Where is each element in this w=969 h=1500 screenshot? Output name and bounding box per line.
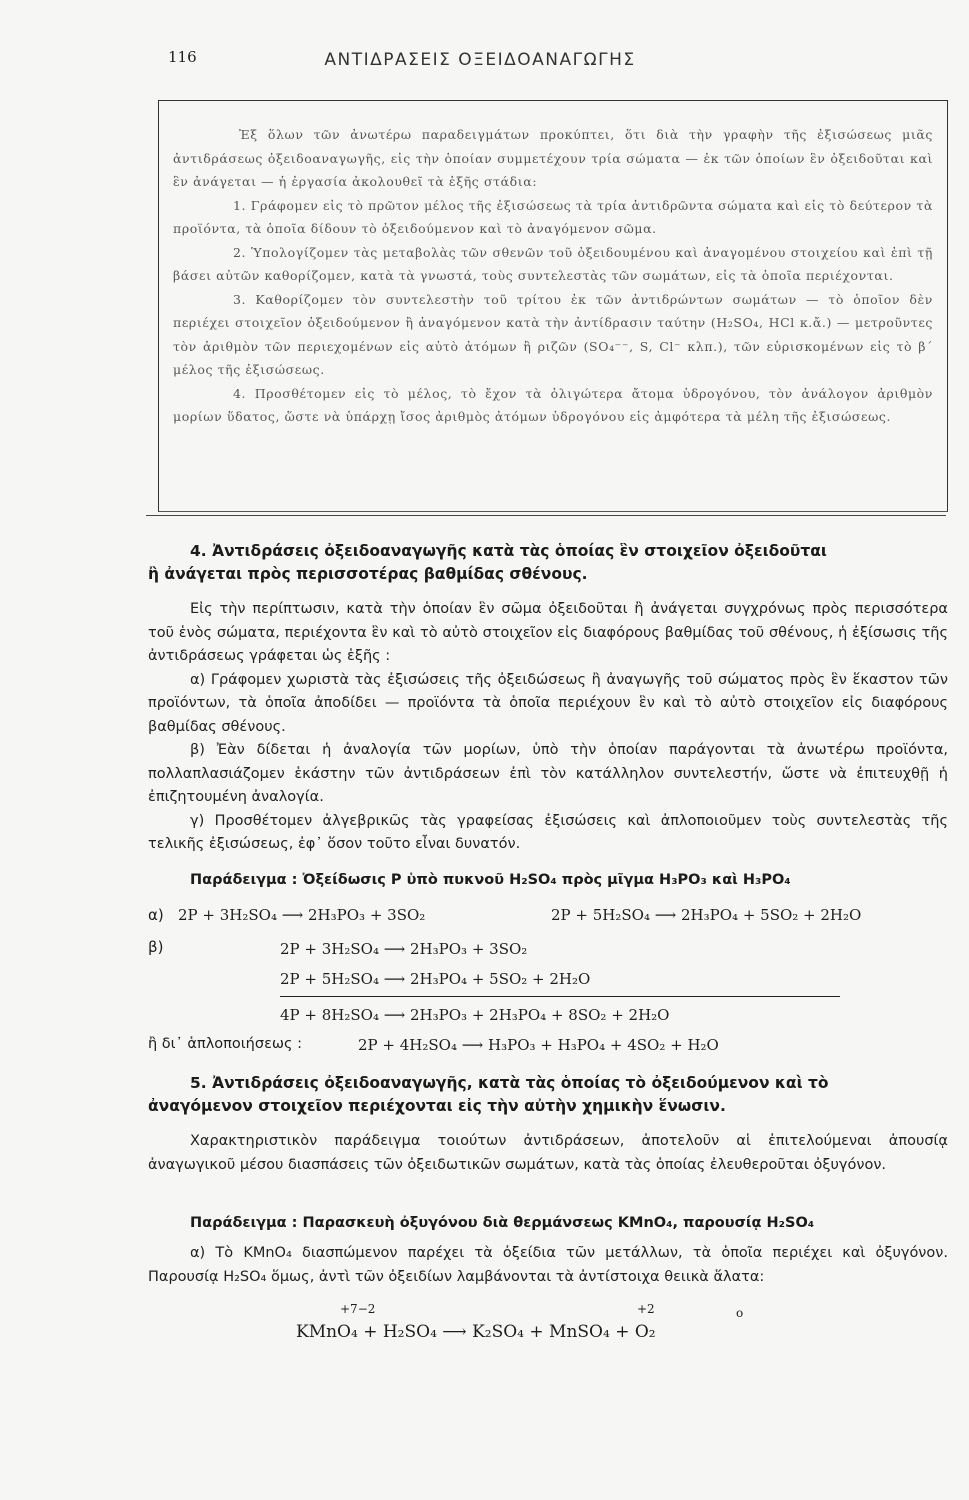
label-b: β) [148,938,164,956]
section-4-para-a: α) Γράφομεν χωριστὰ τὰς ἐξισώσεις τῆς ὀξειδώσεως ἢ ἀναγωγῆς τοῦ σώματος πρὸς ἓν ἕκαστον τῶν προϊόντων, τὰ ὁποῖα ἀποδίδει — προϊόντα τὰ ὁποῖα περιέχουν ἓν καὶ τὸ αὐτὸ στοιχεῖον εἰς διαφόρους βαθμίδας σθένους. [148,671,948,735]
section-4-body [148,598,948,857]
box-step-4: 4. Προσθέτομεν εἰς τὸ μέλος, τὸ ἔχον τὰ ὀλιγώτερα ἄτομα ὑδρογόνου, τὸν ἀνάλογον ἀριθμὸν μορίων ὕδατος, ὥστε νὰ ὑπάρχῃ ἴσος ἀριθμὸς ἀτόμων ὑδρογόνου εἰς ἀμφότερα τὰ μέλη τῆς ἐξισώσεως. [173,385,933,424]
running-title: ΑΝΤΙΔΡΑΣΕΙΣ ΟΞΕΙΔΟΑΝΑΓΩΓΗΣ [324,50,636,70]
oxidation-numbers-kmno4: +7−2 [340,1302,376,1316]
section-4-para-c: γ) Προσθέτομεν ἀλγεβρικῶς τὰς γραφείσας ἐξισώσεις καὶ ἀπλοποιοῦμεν τοὺς συντελεστὰς τῆς τελικῆς ἐξισώσεως, ἐφ᾿ ὅσον τοῦτο εἶναι δυνατόν. [148,812,948,852]
final-equation: KMnO₄ + H₂SO₄ ⟶ K₂SO₄ + MnSO₄ + O₂ [296,1322,656,1342]
equation-b1: 2P + 3H₂SO₄ ⟶ 2H₃PO₃ + 3SO₂ [280,940,528,958]
section-4-para-b: β) Ἐὰν δίδεται ἡ ἀναλογία τῶν μορίων, ὑπὸ τὴν ὁποίαν παράγονται τὰ ἀνωτέρω προϊόντα, πολλαπλασιάζομεν ἑκάστην τῶν ἀντιδράσεων ἐπὶ τὸν κατάλληλον συντελεστήν, ὥστε νὰ ἐπιτευχθῇ ἡ ἐπιζητουμένη ἀναλογία. [148,742,948,805]
equation-b2: 2P + 5H₂SO₄ ⟶ 2H₃PO₄ + 5SO₂ + 2H₂O [280,970,591,988]
oxidation-number-o: o [736,1306,744,1320]
section-5-heading: 5. Ἀντιδράσεις ὀξειδοαναγωγῆς, κατὰ τὰς ὁποίας τὸ ὀξειδούμενον καὶ τὸ ἀναγόμενον στοιχεῖον περιέχονται εἰς τὴν αὐτὴν χημικὴν ἕνωσιν. [148,1074,829,1115]
box-step-1: 1. Γράφομεν εἰς τὸ πρῶτον μέλος τῆς ἐξισώσεως τὰ τρία ἀντιδρῶντα σώματα καὶ εἰς τὸ δεύτερον τὰ προϊόντα, τὰ ὁποῖα δίδουν τὸ ὀξειδούμενον καὶ τὸ ἀναγόμενον σῶμα. [173,197,933,236]
section-4-example-title: Παράδειγμα : Ὀξείδωσις P ὑπὸ πυκνοῦ H₂SO₄ πρὸς μῖγμα H₃PO₃ καὶ H₃PO₄ [190,872,791,888]
equation-sum: 4P + 8H₂SO₄ ⟶ 2H₃PO₃ + 2H₃PO₄ + 8SO₂ + 2H₂O [280,1006,670,1024]
section-5-para-a: α) Τὸ KMnO₄ διασπώμενον παρέχει τὰ ὀξείδια τῶν μετάλλων, τὰ ὁποῖα περιέχει καὶ ὀξυγόνον. Παρουσίᾳ H₂SO₄ ὅμως, ἀντὶ τῶν ὀξειδίων λαμβάνονται τὰ ἀντίστοιχα θειικὰ ἅλατα: [148,1245,948,1285]
sum-line [280,996,840,997]
section-4-heading: 4. Ἀντιδράσεις ὀξειδοαναγωγῆς κατὰ τὰς ὁποίας ἓν στοιχεῖον ὀξειδοῦται ἢ ἀνάγεται πρὸς περισσοτέρας βαθμίδας σθένους. [148,542,827,583]
page-number: 116 [168,48,197,66]
label-a: α) [148,906,164,924]
box-step-2: 2. Ὑπολογίζομεν τὰς μεταβολὰς τῶν σθενῶν τοῦ ὀξειδουμένου καὶ ἀναγομένου στοιχείου καὶ ἐπὶ τῇ βάσει αὐτῶν καθορίζομεν, κατὰ τὰ γνωστά, τοὺς συντελεστὰς τῶν σωμάτων, εἰς τὰ ὁποῖα περιέχονται. [173,244,933,283]
equation-a2: 2P + 5H₂SO₄ ⟶ 2H₃PO₄ + 5SO₂ + 2H₂O [551,906,862,924]
box-intro: Ἐξ ὅλων τῶν ἀνωτέρω παραδειγμάτων προκύπτει, ὅτι διὰ τὴν γραφὴν τῆς ἐξισώσεως μιᾶς ἀντιδράσεως ὀξειδοαναγωγῆς, εἰς τὴν ὁποίαν συμμετέχουν τρία σώματα — ἐκ τῶν ὁποίων ἓν ὀξειδοῦται καὶ ἓν ἀνάγεται — ἡ ἐργασία ἀκολουθεῖ τὰ ἑξῆς στάδια: [173,127,933,189]
equation-simplified: 2P + 4H₂SO₄ ⟶ H₃PO₃ + H₃PO₄ + 4SO₂ + H₂O [358,1036,719,1054]
section-5-body [148,1130,948,1177]
box-step-3: 3. Καθορίζομεν τὸν συντελεστὴν τοῦ τρίτου ἐκ τῶν ἀντιδρώντων σωμάτων — τὸ ὁποῖον δὲν περιέχει στοιχεῖον ὀξειδούμενον ἢ ἀναγόμενον κατὰ τὴν ἀντίδρασιν ταύτην (H₂SO₄, HCl κ.ἄ.) — μετροῦντες τὸν ἀριθμὸν τῶν περιεχομένων εἰς αὐτὸ ἀτόμων ἢ ριζῶν (SO₄⁻⁻, S, Cl⁻ κλπ.), τῶν εὑρισκομένων εἰς τὸ β΄ μέλος τῆς ἐξισώσεως. [173,291,933,377]
section-4-para-1: Εἰς τὴν περίπτωσιν, κατὰ τὴν ὁποίαν ἓν σῶμα ὀξειδοῦται ἢ ἀνάγεται συγχρόνως πρὸς περισσότερα τοῦ ἑνὸς σώματα, περιέχοντα ἓν καὶ τὸ αὐτὸ στοιχεῖον εἰς διαφόρους βαθμίδας τοῦ σθένους, ἡ ἐξίσωσις τῆς ἀντιδράσεως γράφεται ὡς ἑξῆς : [148,601,948,664]
section-5-body-2 [148,1242,948,1289]
equation-a1: 2P + 3H₂SO₄ ⟶ 2H₃PO₃ + 3SO₂ [178,906,426,924]
oxidation-number-mn: +2 [637,1302,655,1316]
simplify-label: ἢ δι᾿ ἁπλοποιήσεως : [148,1036,303,1052]
page-header [160,44,800,74]
section-5-example-title: Παράδειγμα : Παρασκευὴ ὀξυγόνου διὰ θερμάνσεως KMnO₄, παρουσίᾳ H₂SO₄ [190,1215,815,1231]
box-underline [146,515,946,516]
section-5-para-1: Χαρακτηριστικὸν παράδειγμα τοιούτων ἀντιδράσεων, ἀποτελοῦν αἱ ἐπιτελούμεναι ἀπουσίᾳ ἀναγωγικοῦ μέσου διασπάσεις τῶν ὀξειδωτικῶν σωμάτων, κατὰ τὰς ὁποίας ἐλευθεροῦται ὀξυγόνον. [148,1133,948,1173]
summary-box [158,100,948,512]
